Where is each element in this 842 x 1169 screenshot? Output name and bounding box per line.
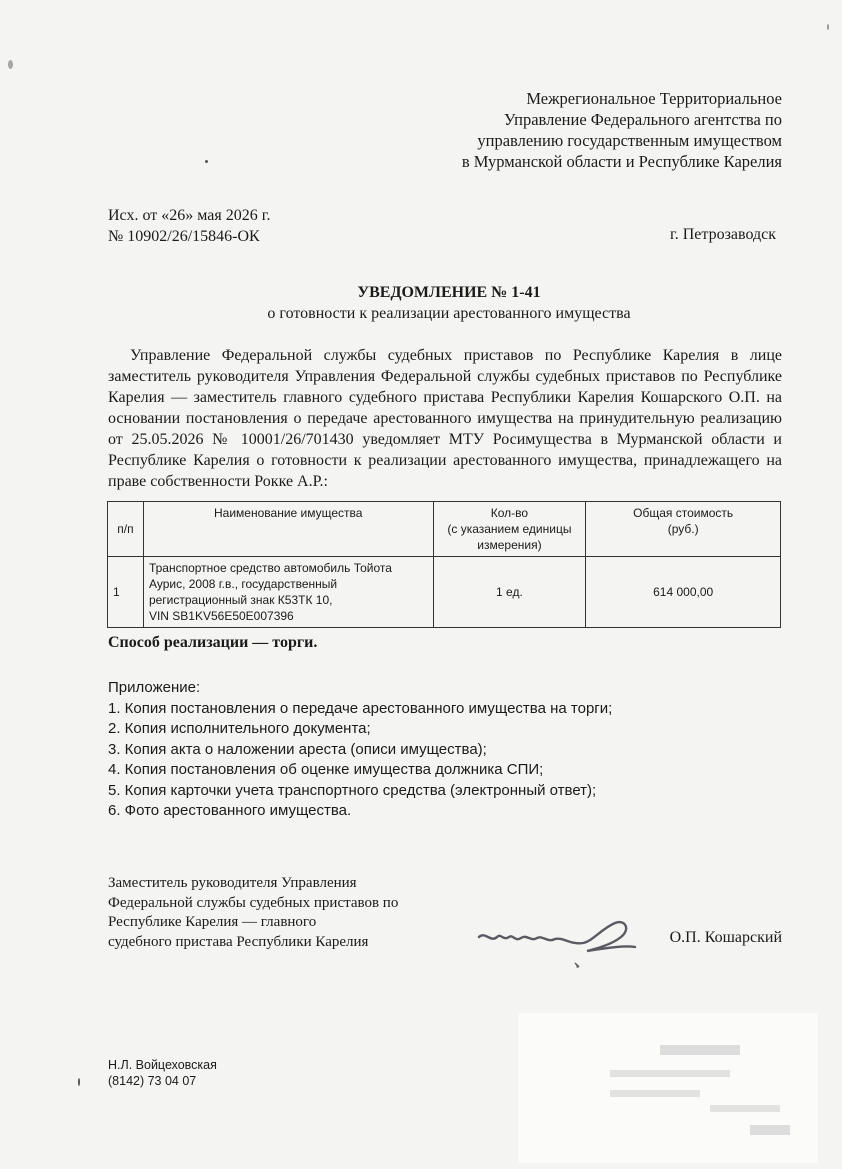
- property-table: [107, 501, 781, 628]
- header-qty: [433, 502, 586, 557]
- attachment-item: 2. Копия исполнительного документа;: [108, 720, 371, 737]
- signer-position-line: Республике Карелия — главного: [108, 914, 317, 930]
- table-row: [108, 557, 781, 628]
- executor-block: [108, 1057, 217, 1089]
- attachment-item: 3. Копия акта о наложении ареста (описи имущества);: [108, 740, 487, 758]
- addressee-line: в Мурманской области и Республике Карелия: [461, 152, 782, 171]
- header-num: п/п: [108, 502, 144, 557]
- faint-stamp-marks: [600, 1045, 800, 1145]
- row-name-line: регистрационный знак К53ТК 10,: [148, 593, 333, 607]
- addressee-line: Межрегиональное Территориальное: [526, 89, 782, 108]
- sale-method: Способ реализации — торги.: [108, 634, 318, 651]
- row-name-line: Транспортное средство автомобиль Тойота: [148, 561, 392, 575]
- outgoing-reference: [108, 205, 270, 247]
- addressee-block: [462, 88, 782, 172]
- outgoing-date: Исх. от «26» мая 2026 г.: [108, 207, 271, 224]
- executor-name: Н.Л. Войцеховская: [108, 1058, 217, 1072]
- table-header-row: [108, 502, 781, 557]
- notice-title: УВЕДОМЛЕНИЕ № 1-41: [357, 284, 541, 301]
- attachments-list: [108, 678, 612, 822]
- header-cost-line: (руб.): [667, 522, 699, 536]
- attachment-item: 5. Копия карточки учета транспортного средства (электронный ответ);: [108, 781, 597, 799]
- scan-speck: [205, 160, 208, 163]
- notice-body: Управление Федеральной службы судебных приставов по Республике Карелия в лице заместитель руководителя Управления Федеральной службы судебных приставов по Республике Карелия — заместитель главного судебного пристава Республики Карелия Кошарского О.П. на основании постановления о передаче арестованного имущества на принудительную реализацию от 25.05.2026 № 10001/26/701430 уведомляет МТУ Росимущества в Мурманской области и Республике Карелия о готовности к реализации арестованного имущества, принадлежащего на праве собственности Рокке А.Р.:: [108, 347, 782, 490]
- header-name: Наименование имущества: [143, 502, 433, 557]
- signer-name: О.П. Кошарский: [669, 929, 782, 946]
- addressee-line: управлению государственным имуществом: [477, 131, 782, 150]
- signer-position-line: Федеральной службы судебных приставов по: [108, 894, 399, 911]
- handwritten-signature: [475, 915, 645, 975]
- attachment-item: 1. Копия постановления о передаче арестованного имущества на торги;: [108, 699, 613, 717]
- outgoing-number: № 10902/26/15846-ОК: [108, 228, 260, 245]
- city: г. Петрозаводск: [669, 226, 776, 243]
- header-cost: [586, 502, 781, 557]
- attachments-heading: Приложение:: [108, 679, 201, 696]
- header-qty-line: Кол-во: [490, 506, 529, 520]
- header-qty-line: измерения): [477, 538, 542, 552]
- executor-phone: (8142) 73 04 07: [108, 1074, 197, 1088]
- signer-position-line: Заместитель руководителя Управления: [108, 875, 357, 891]
- signer-position-line: судебного пристава Республики Карелия: [108, 933, 369, 950]
- scan-speck: [78, 1078, 80, 1086]
- row-qty: 1 ед.: [433, 557, 586, 628]
- signer-position: [108, 874, 398, 952]
- scan-speck: [8, 60, 13, 69]
- addressee-line: Управление Федерального агентства по: [503, 110, 782, 129]
- notice-subtitle: о готовности к реализации арестованного имущества: [267, 305, 631, 322]
- attachment-item: 6. Фото арестованного имущества.: [108, 802, 352, 819]
- row-name: [143, 557, 433, 628]
- header-cost-line: Общая стоимость: [633, 506, 734, 520]
- row-cost: 614 000,00: [586, 557, 781, 628]
- header-qty-line: (с указанием единицы: [447, 522, 572, 536]
- row-name-line: VIN SB1KV56E50E007396: [148, 609, 294, 623]
- row-num: 1: [108, 557, 144, 628]
- scan-speck: [827, 24, 829, 30]
- row-name-line: Аурис, 2008 г.в., государственный: [148, 577, 338, 591]
- attachment-item: 4. Копия постановления об оценке имущества должника СПИ;: [108, 761, 544, 778]
- scan-speck: [576, 965, 579, 968]
